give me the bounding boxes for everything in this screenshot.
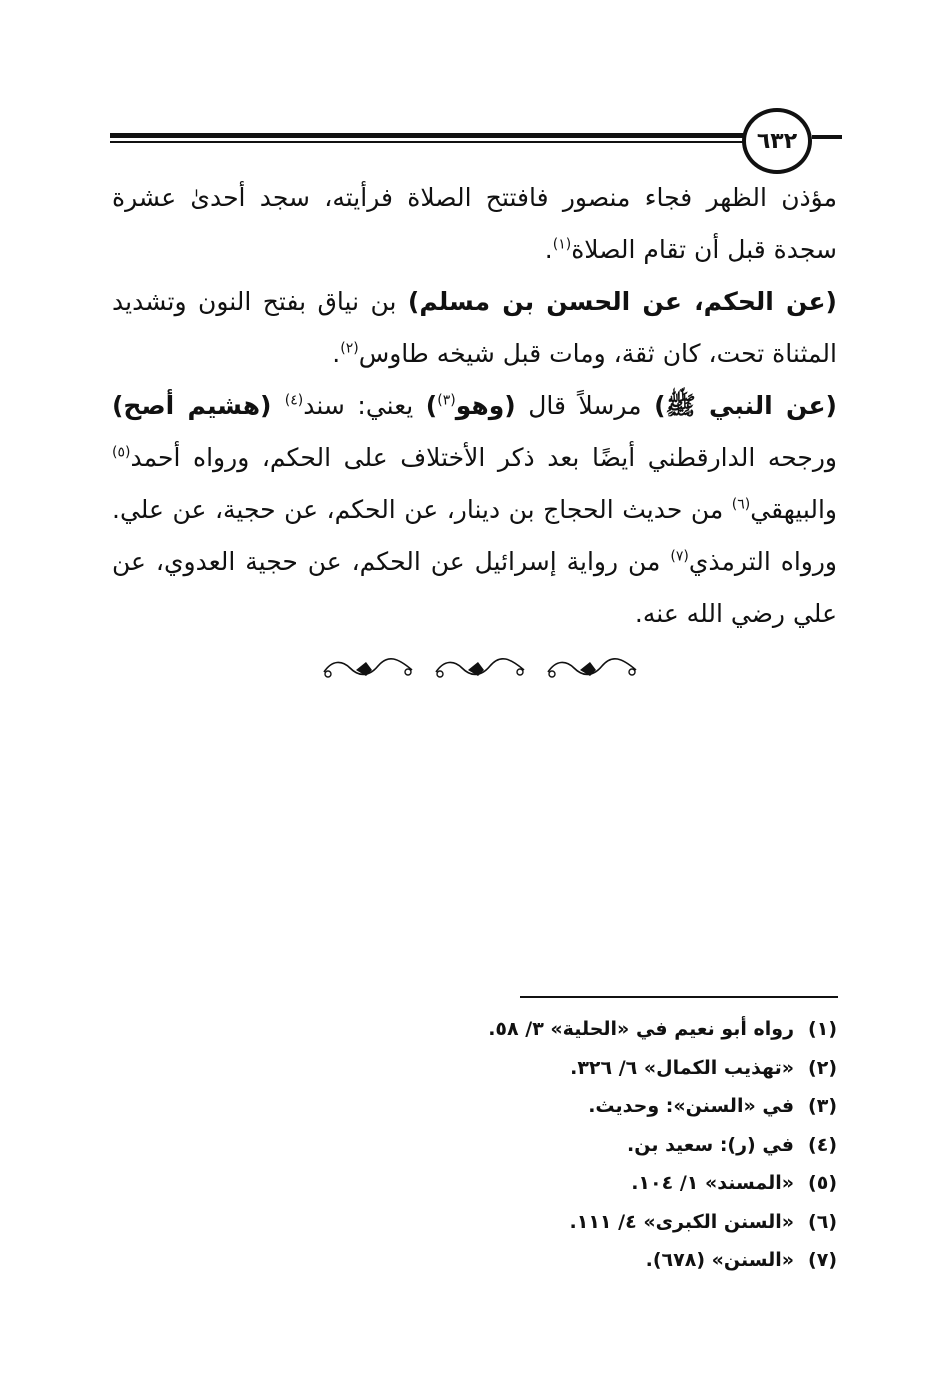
footnote-ref-2[interactable]: (٢): [340, 340, 359, 357]
header-rule: [110, 133, 800, 138]
p3-bold-2: (وهو: [455, 391, 516, 420]
footnote-number: (٢): [808, 1056, 837, 1079]
footnote-text: «السنن الكبرى» ٤/ ١١١.: [569, 1210, 795, 1233]
p3-text-4: والبيهقي: [750, 495, 837, 524]
p2-bold: (عن الحكم، عن الحسن بن مسلم): [407, 287, 837, 316]
header-rule-thin: [110, 141, 800, 143]
p3-text-2: يعني: سند: [303, 391, 426, 420]
paragraph-3: [112, 380, 837, 640]
ornament-icon: [432, 654, 528, 682]
footnote-item: [400, 1049, 837, 1088]
footnote-item: [400, 1087, 837, 1126]
footnote-number: (٥): [808, 1172, 837, 1194]
footnote-number: (٣): [808, 1095, 837, 1117]
footnote-item: [400, 1010, 837, 1049]
p3-text-5: من حديث الحجاج بن دينار، عن الحكم، عن حجية، عن علي. ورواه الترمذي: [112, 495, 838, 576]
footnote-text: «المسند» ١/ ١٠٤.: [631, 1172, 795, 1194]
paragraph-1: مؤذن الظهر فجاء منصور فافتتح الصلاة فرأيته، سجد أحدىٰ عشرة سجدة قبل أن تقام الصلاة$^{(١)}$.: [112, 183, 837, 264]
page-number: [742, 108, 812, 174]
footnote-ref-1[interactable]: (١): [552, 236, 572, 253]
footnote-ref-7[interactable]: (٧): [670, 548, 689, 565]
p3-text-6: من رواية إسرائيل عن الحكم، عن حجية العدوي، عن علي رضي الله عنه.: [112, 547, 837, 628]
footnote-item: [400, 1126, 837, 1165]
footnote-number: (٧): [808, 1249, 837, 1271]
footnote-item: [400, 1203, 837, 1242]
footnote-ref-6[interactable]: (٦): [731, 496, 751, 513]
footnote-text: في (ر): سعيد بن.: [627, 1133, 795, 1156]
footnote-text: «السنن» (٦٧٨).: [645, 1249, 795, 1271]
page-number-text: ٦٣٢: [756, 128, 798, 154]
footnote-number: (٤): [808, 1133, 837, 1156]
p3-bold-1: (عن النبي ﷺ): [654, 391, 837, 420]
footnote-separator: [520, 996, 838, 998]
p3-text-1: مرسلاً قال: [515, 391, 655, 420]
footnote-text: في «السنن»: وحديث.: [588, 1095, 795, 1117]
footnote-text: رواه أبو نعيم في «الحلية» ٣/ ٥٨.: [488, 1018, 795, 1040]
section-divider-ornament: [320, 648, 640, 688]
footnote-text: «تهذيب الكمال» ٦/ ٣٢٦.: [570, 1056, 795, 1079]
p3-bold-3: (هشيم أصح): [112, 391, 285, 420]
paragraph-2: (عن الحكم، عن الحسن بن مسلم) بن نياق بفتح النون وتشديد المثناة تحت، كان ثقة، ومات قبل شيخه طاوس$^{(٢)}$.: [112, 287, 837, 368]
ornament-icon: [320, 654, 416, 682]
footnote-ref-3[interactable]: (٣): [437, 392, 456, 409]
footnote-number: (٦): [808, 1210, 837, 1233]
ornament-icon: [544, 654, 640, 682]
p1-text: مؤذن الظهر فجاء منصور فافتتح الصلاة فرأيته، سجد أحدىٰ عشرة سجدة قبل أن تقام الصلاة: [112, 183, 837, 264]
footnote-number: (١): [808, 1018, 837, 1040]
p2-text: بن نياق بفتح النون وتشديد المثناة تحت، كان ثقة، ومات قبل شيخه طاوس: [112, 287, 837, 368]
footnote-item: [400, 1164, 837, 1203]
footnote-ref-5[interactable]: (٥): [112, 444, 131, 461]
main-text: [112, 172, 837, 640]
footnote-item: [400, 1241, 837, 1280]
footnotes: [400, 1010, 837, 1280]
header-rule-right: [812, 135, 842, 139]
footnote-ref-4[interactable]: (٤): [284, 392, 304, 409]
p3-text-3: ورجحه الدارقطني أيضًا بعد ذكر الأختلاف على الحكم، ورواه أحمد: [130, 443, 837, 472]
p3-bold-2-close: ): [425, 391, 438, 420]
